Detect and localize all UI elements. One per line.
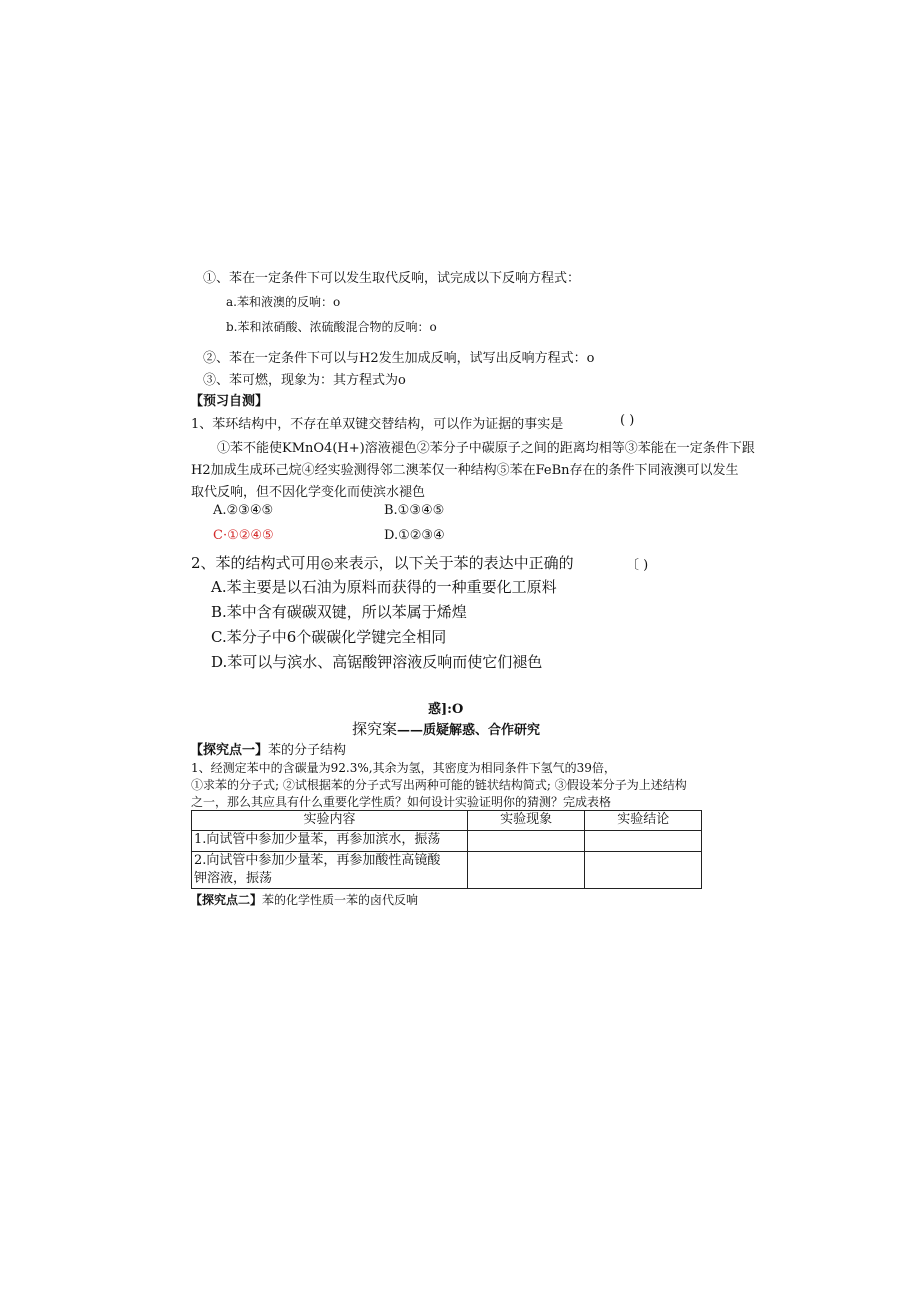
preview-q1-option-b: B.①③④⑤ — [384, 503, 445, 518]
explore-title — [352, 718, 540, 739]
page-fragment-text: 惑]:O — [428, 702, 464, 717]
table-row2-conclusion-cell — [585, 852, 702, 889]
reaction-item-3: ③、苯可燃，现象为：其方程式为o — [203, 373, 406, 388]
table-row2-phenomenon-cell — [467, 852, 585, 889]
table-row1-phenomenon-cell — [467, 831, 585, 852]
explore-q1-line3: 之一，那么其应具有什么重要化学性质？如何设计实验证明你的猜测？完成表格 — [191, 795, 612, 809]
preview-q1-stem: 1、苯环结构中，不存在单双键交替结构，可以作为证据的事实是 — [191, 417, 564, 432]
reaction-item-1a: a.苯和液澳的反响：o — [226, 295, 341, 309]
explore-point1-heading — [190, 739, 346, 758]
table-header-row — [192, 811, 702, 831]
preview-q2-option-c: C.苯分子中6个碳碳化学键完全相同 — [211, 628, 447, 646]
preview-q2-option-d: D.苯可以与滨水、高锯酸钾溶液反响而使它们褪色 — [211, 653, 543, 671]
preview-q1-option-d: D.①②③④ — [384, 528, 445, 543]
preview-q2-option-b: B.苯中含有碳碳双键，所以苯属于烯煌 — [211, 603, 467, 621]
explore-point1-text: 苯的分子结构 — [268, 743, 347, 758]
explore-title-suffix: ——质疑解惑、合作研究 — [397, 723, 541, 738]
explore-title-prefix: 探究案 — [352, 720, 398, 738]
explore-point2-label: 【探究点二】 — [190, 893, 263, 907]
table-header-conclusion: 实验结论 — [585, 811, 702, 831]
table-row — [192, 831, 702, 852]
reaction-item-1: ①、苯在一定条件下可以发生取代反响，试完成以下反响方程式： — [203, 271, 581, 286]
preview-q1-answer-paren: ( ) — [620, 413, 635, 428]
preview-q1-body-line1: ①苯不能使KMnO4(H+)溶液褪色②苯分子中碳原子之间的距离均相等③苯能在一定条件下跟 — [217, 441, 755, 456]
preview-q1-body-line2: H2加成生成环己烷④经实验测得邻二澳苯仅一种结构⑤苯在FeBn存在的条件下同液澳可以发生 — [191, 463, 739, 478]
preview-q1-option-a: A.②③④⑤ — [213, 503, 274, 518]
explore-q1-line1: 1、经测定苯中的含碳量为92.3%,其余为氢，其密度为相同条件下氢气的39倍， — [191, 761, 616, 775]
reaction-item-1b: b.苯和浓硝酸、浓硫酸混合物的反响：o — [226, 320, 437, 334]
table-row1-content: 1.向试管中参加少量苯，再参加滨水，振荡 — [192, 831, 468, 852]
table-header-phenomenon: 实验现象 — [467, 811, 585, 831]
table-header-content: 实验内容 — [192, 811, 468, 831]
table-row2-content-line2: 钾溶液，振荡 — [194, 871, 273, 886]
explore-point2-text: 苯的化学性质一苯的卤代反响 — [262, 893, 419, 907]
explore-point1-label: 【探究点一】 — [190, 743, 269, 758]
table-row2-content — [192, 852, 468, 889]
preview-heading: 【预习自测】 — [190, 394, 269, 409]
preview-q2-option-a: A.苯主要是以石油为原料而获得的一种重要化工原料 — [211, 578, 557, 596]
preview-q1-option-c: C·①②④⑤ — [213, 528, 274, 543]
explore-point2-heading — [190, 891, 418, 908]
experiment-table — [191, 810, 702, 889]
reaction-item-2: ②、苯在一定条件下可以与H2发生加成反响，试写出反响方程式：o — [203, 351, 595, 366]
explore-q1-line2: ①求苯的分子式; ②试根据苯的分子式写出两种可能的链状结构简式; ③假设苯分子为上述结构 — [191, 778, 687, 792]
table-row1-conclusion-cell — [585, 831, 702, 852]
table-row — [192, 852, 702, 889]
table-row2-content-line1: 2.向试管中参加少量苯，再参加酸性高镜酸 — [194, 853, 441, 868]
preview-q1-body-line3: 取代反响，但不因化学变化而使滨水褪色 — [191, 485, 426, 500]
preview-q2-stem: 2、苯的结构式可用◎来表示，以下关于苯的表达中正确的 — [191, 554, 574, 572]
preview-q2-answer-paren: 〔 ) — [626, 558, 649, 573]
